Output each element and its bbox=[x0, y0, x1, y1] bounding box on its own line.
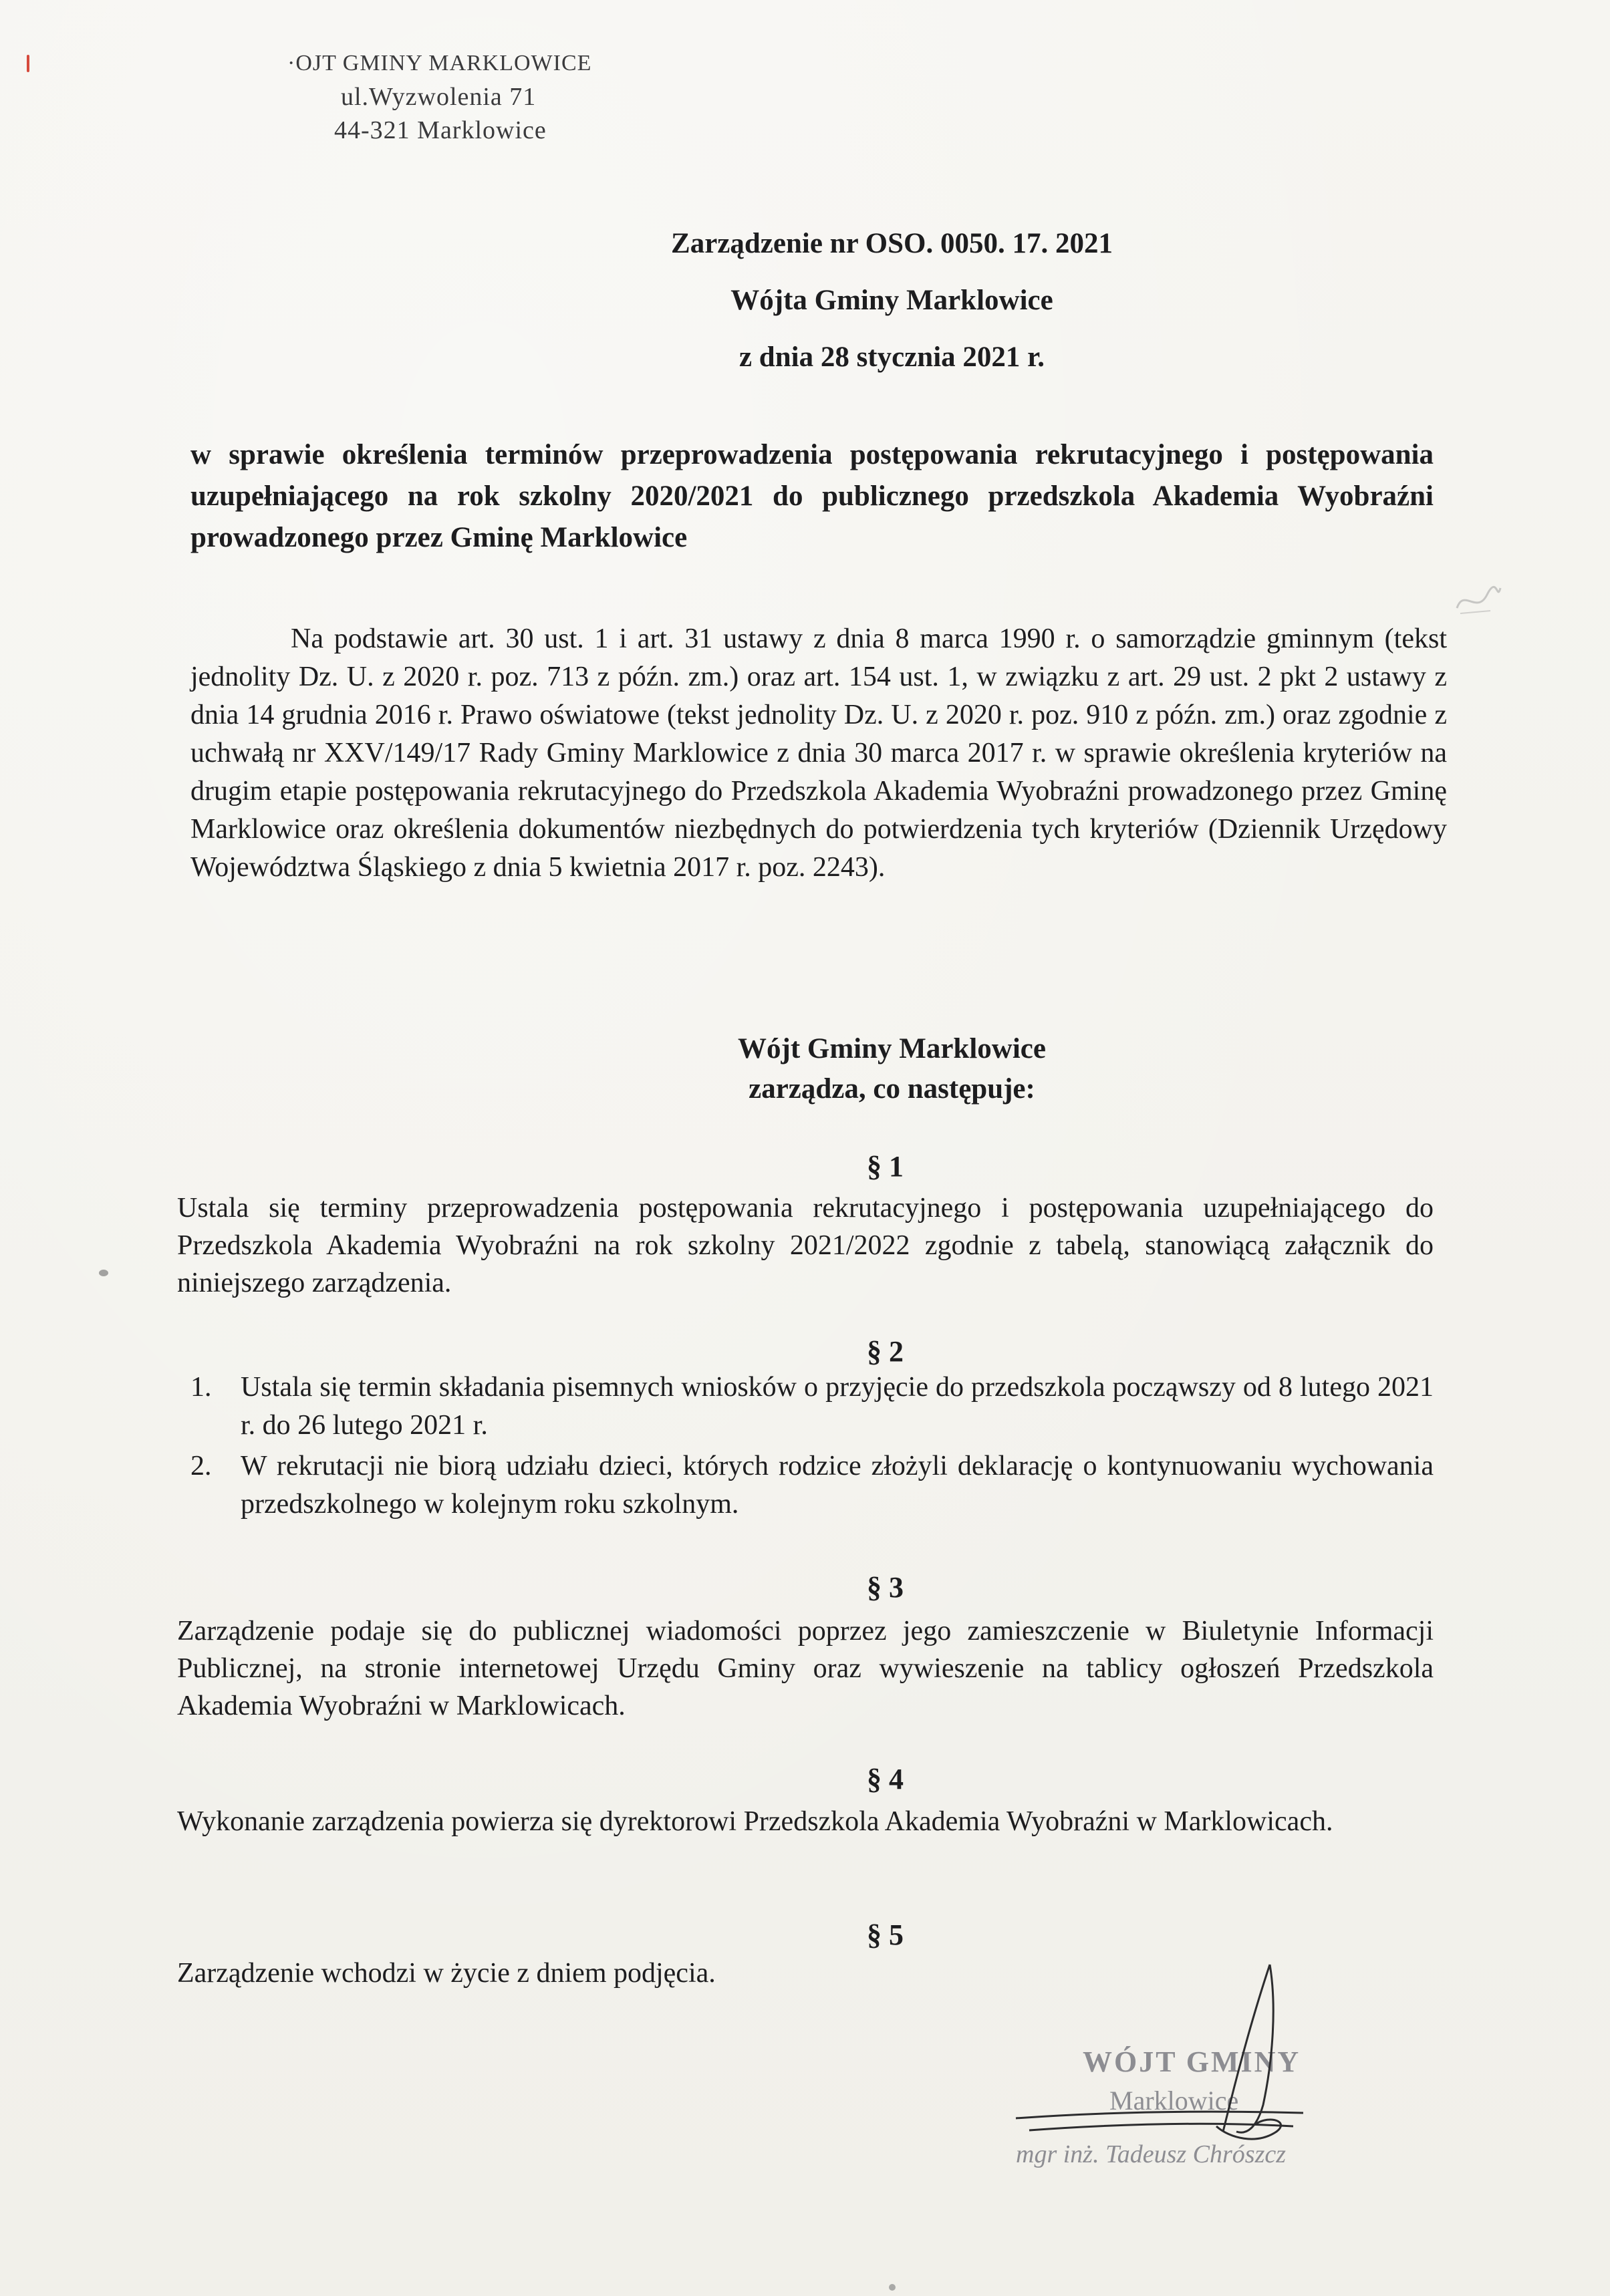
legal-basis-paragraph: Na podstawie art. 30 ust. 1 i art. 31 ustawy z dnia 8 marca 1990 r. o samorządzie gminnym (tekst jednolity Dz. U. z 2020 r. poz. 713 z późn. zm.) oraz art. 154 ust. 1, w związku z art. 29 ust. 2 pkt 2 ustawy z dnia 14 grudnia 2016 r. Prawo oświatowe (tekst jednolity Dz. U. z 2020 r. poz. 910 z późn. zm.) oraz zgodnie z uchwałą nr XXV/149/17 Rady Gminy Marklowice z dnia 30 marca 2017 r. w sprawie określenia kryteriów na drugim etapie postępowania rekrutacyjnego do Przedszkola Akademia Wyobraźni prowadzonego przez Gminę Marklowice oraz określenia dokumentów niezbędnych do potwierdzenia tych kryteriów (Dziennik Urzędowy Województwa Śląskiego z dnia 5 kwietnia 2017 r. poz. 2243). bbox=[190, 623, 1447, 883]
signature-stamp-place: Marklowice bbox=[1109, 2086, 1239, 2116]
section-3-text: Zarządzenie podaje się do publicznej wiadomości poprzez jego zamieszczenie w Biuletynie Informacji Publicznej, na stronie internetowej Urzędu Gminy oraz wywieszenie na tablicy ogłoszeń Przedszkola Akademia Wyobraźni w Marklowicach. bbox=[177, 1616, 1434, 1721]
section-1-text: Ustala się terminy przeprowadzenia postępowania rekrutacyjnego i postępowania uzupełniającego do Przedszkola Akademia Wyobraźni na rok szkolny 2021/2022 zgodnie z tabelą, stanowiącą załącznik do niniejszego zarządzenia. bbox=[177, 1193, 1434, 1298]
stamp-line-street: ul.Wyzwolenia 71 bbox=[341, 83, 537, 111]
office-address-stamp bbox=[287, 47, 591, 147]
section-4-title: § 4 bbox=[867, 1763, 904, 1796]
decree-authority: Wójt Gminy Marklowice bbox=[738, 1033, 1046, 1064]
section-3-title: § 3 bbox=[867, 1571, 904, 1604]
section-4-text: Wykonanie zarządzenia powierza się dyrektorowi Przedszkola Akademia Wyobraźni w Marklowicach. bbox=[177, 1806, 1333, 1837]
stamp-line-city: 44-321 Marklowice bbox=[334, 116, 547, 144]
signature-stamp-name: mgr inż. Tadeusz Chrószcz bbox=[1016, 2140, 1287, 2168]
list-item bbox=[177, 1369, 1434, 1445]
document-date: z dnia 28 stycznia 2021 r. bbox=[739, 341, 1045, 373]
handwritten-signature bbox=[989, 1951, 1457, 2165]
document-issuer: Wójta Gminy Marklowice bbox=[730, 285, 1053, 316]
list-item-number: 1. bbox=[190, 1372, 212, 1403]
list-item-text: W rekrutacji nie biorą udziału dzieci, których rodzice złożyli deklarację o kontynuowaniu wychowania przedszkolnego w kolejnym roku szkolnym. bbox=[241, 1451, 1434, 1520]
document-subject: w sprawie określenia terminów przeprowadzenia postępowania rekrutacyjnego i postępowania uzupełniającego na rok szkolny 2020/2021 do publicznego przedszkola Akademia Wyobraźni prowadzonego przez Gminę Marklowice bbox=[190, 439, 1434, 553]
scan-speck bbox=[99, 1270, 108, 1276]
margin-mark bbox=[27, 55, 29, 72]
scan-speck bbox=[889, 2284, 896, 2291]
list-item-number: 2. bbox=[190, 1451, 212, 1481]
pen-scribble bbox=[1450, 581, 1504, 621]
list-item bbox=[177, 1447, 1434, 1524]
stamp-line-office: ·OJT GMINY MARKLOWICE bbox=[287, 51, 592, 76]
document-title: Zarządzenie nr OSO. 0050. 17. 2021 bbox=[671, 228, 1113, 259]
section-2-list bbox=[177, 1369, 1434, 1526]
section-5-title: § 5 bbox=[867, 1918, 904, 1951]
signature-block bbox=[989, 2031, 1457, 2232]
decree-formula: zarządza, co następuje: bbox=[749, 1073, 1035, 1105]
signature-stamp-title: WÓJT GMINY bbox=[1083, 2045, 1301, 2078]
section-2-title: § 2 bbox=[867, 1335, 904, 1368]
section-1-title: § 1 bbox=[867, 1150, 904, 1183]
list-item-text: Ustala się termin składania pisemnych wniosków o przyjęcie do przedszkola począwszy od 8 lutego 2021 r. do 26 lutego 2021 r. bbox=[241, 1372, 1434, 1441]
section-5-text: Zarządzenie wchodzi w życie z dniem podjęcia. bbox=[177, 1958, 716, 1989]
